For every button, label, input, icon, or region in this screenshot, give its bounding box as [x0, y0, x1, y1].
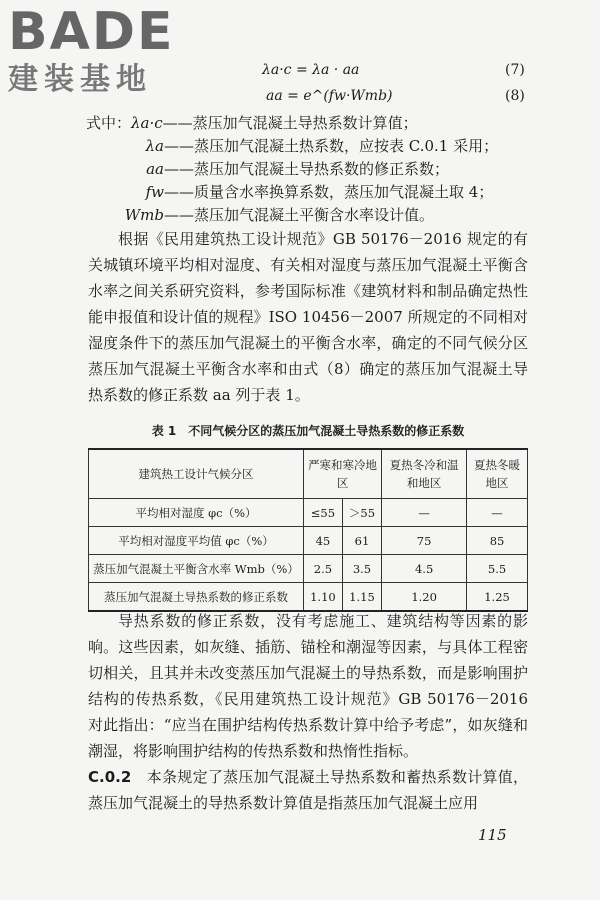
- definition-text: ——蒸压加气混凝土导热系数的修正系数；: [164, 160, 450, 178]
- table-row-label: 平均相对湿度 φc（%）: [89, 499, 304, 527]
- definition-text: ——蒸压加气混凝土热系数，应按表 C.0.1 采用；: [164, 137, 499, 155]
- definition-row: [86, 181, 498, 204]
- table-header-cell: 严寒和寒冷地区: [304, 449, 382, 499]
- table-cell: 5.5: [467, 555, 528, 583]
- table-cell: 75: [382, 527, 467, 555]
- table-row-label: 平均相对湿度平均值 φc（%）: [89, 527, 304, 555]
- definition-symbol: λa·c: [131, 114, 163, 132]
- definition-row: [86, 158, 498, 181]
- table-header-cell: 建筑热工设计气候分区: [89, 449, 304, 499]
- table-row: [89, 527, 528, 555]
- page-number: 115: [478, 826, 507, 844]
- table-cell: 4.5: [382, 555, 467, 583]
- table-caption: 表 1 不同气候分区的蒸压加气混凝土导热系数的修正系数: [151, 424, 465, 438]
- table-cell: 85: [467, 527, 528, 555]
- table-cell: 1.15: [342, 583, 381, 612]
- definitions-lead: 式中：: [86, 114, 132, 132]
- section-text: 本条规定了蒸压加气混凝土导热系数和蓄热系数计算值，蒸压加气混凝土的导热系数计算值是指蒸压加气混凝土应用: [88, 768, 528, 812]
- table-cell: ≤55: [304, 499, 343, 527]
- definition-text: ——质量含水率换算系数，蒸压加气混凝土取 4；: [164, 183, 494, 201]
- equation-number: (8): [505, 88, 525, 104]
- definition-symbol: λa: [145, 137, 164, 155]
- table-cell: —: [382, 499, 467, 527]
- equation-number: (7): [505, 62, 525, 78]
- section-c02: [88, 764, 528, 816]
- equation-formula: λa·c = λa · aa: [262, 62, 360, 78]
- table-header-row: [89, 449, 528, 499]
- definition-row: [86, 135, 498, 158]
- definition-symbol: fw: [145, 183, 164, 201]
- body-paragraph: 根据《民用建筑热工设计规范》GB 50176－2016 规定的有关城镇环境平均相对湿度、有关相对湿度与蒸压加气混凝土平衡含水率之间关系研究资料，参考国际标准《建筑材料和制品确定热性能申报值和设计值的规程》ISO 10456－2007 所规定的不同相对湿度条件下的蒸压加气混凝土的平衡含水率，确定的不同气候分区蒸压加气混凝土平衡含水率和由式（8）确定的蒸压加气混凝土导热系数的修正系数 aa 列于表 1。: [88, 230, 528, 404]
- table-cell: 3.5: [342, 555, 381, 583]
- definition-text: ——蒸压加气混凝土平衡含水率设计值。: [164, 206, 435, 224]
- table-cell: 1.20: [382, 583, 467, 612]
- table-row: [89, 555, 528, 583]
- definition-row: [86, 204, 498, 227]
- coefficient-table: [88, 448, 528, 612]
- table-row-label: 蒸压加气混凝土导热系数的修正系数: [89, 583, 304, 612]
- table-row-label: 蒸压加气混凝土平衡含水率 Wmb（%）: [89, 555, 304, 583]
- bade-logo: [8, 2, 178, 101]
- definition-symbol: aa: [146, 160, 164, 178]
- equation-formula: aa = e^(fw·Wmb): [266, 88, 393, 104]
- logo-brand: BADE: [8, 2, 175, 62]
- body-paragraph: 导热系数的修正系数，没有考虑施工、建筑结构等因素的影响。这些因素，如灰缝、插筋、锚栓和潮湿等因素，与具体工程密切相关，且其并未改变蒸压加气混凝土的导热系数，而是影响围护结构的传热系数，《民用建筑热工设计规范》GB 50176－2016 对此指出：“应当在围护结构传热系数计算中给予考虑”，如灰缝和潮湿，将影响围护结构的传热系数和热惰性指标。: [88, 612, 528, 760]
- table-header-cell: 夏热冬暖地区: [467, 449, 528, 499]
- table-cell: —: [467, 499, 528, 527]
- table-cell: 1.25: [467, 583, 528, 612]
- table-cell: 2.5: [304, 555, 343, 583]
- table-row: [89, 583, 528, 612]
- symbol-definitions: [86, 112, 498, 227]
- table-row: [89, 499, 528, 527]
- definition-text: ——蒸压加气混凝土导热系数计算值；: [162, 114, 418, 132]
- logo-subtitle: 建装基地: [8, 62, 152, 97]
- table-header-cell: 夏热冬冷和温和地区: [382, 449, 467, 499]
- section-number: C.0.2: [88, 768, 132, 786]
- table-cell: 61: [342, 527, 381, 555]
- definition-row: [86, 112, 498, 135]
- definition-symbol: Wmb: [124, 206, 164, 224]
- table-cell: ＞55: [342, 499, 381, 527]
- table-cell: 45: [304, 527, 343, 555]
- table-cell: 1.10: [304, 583, 343, 612]
